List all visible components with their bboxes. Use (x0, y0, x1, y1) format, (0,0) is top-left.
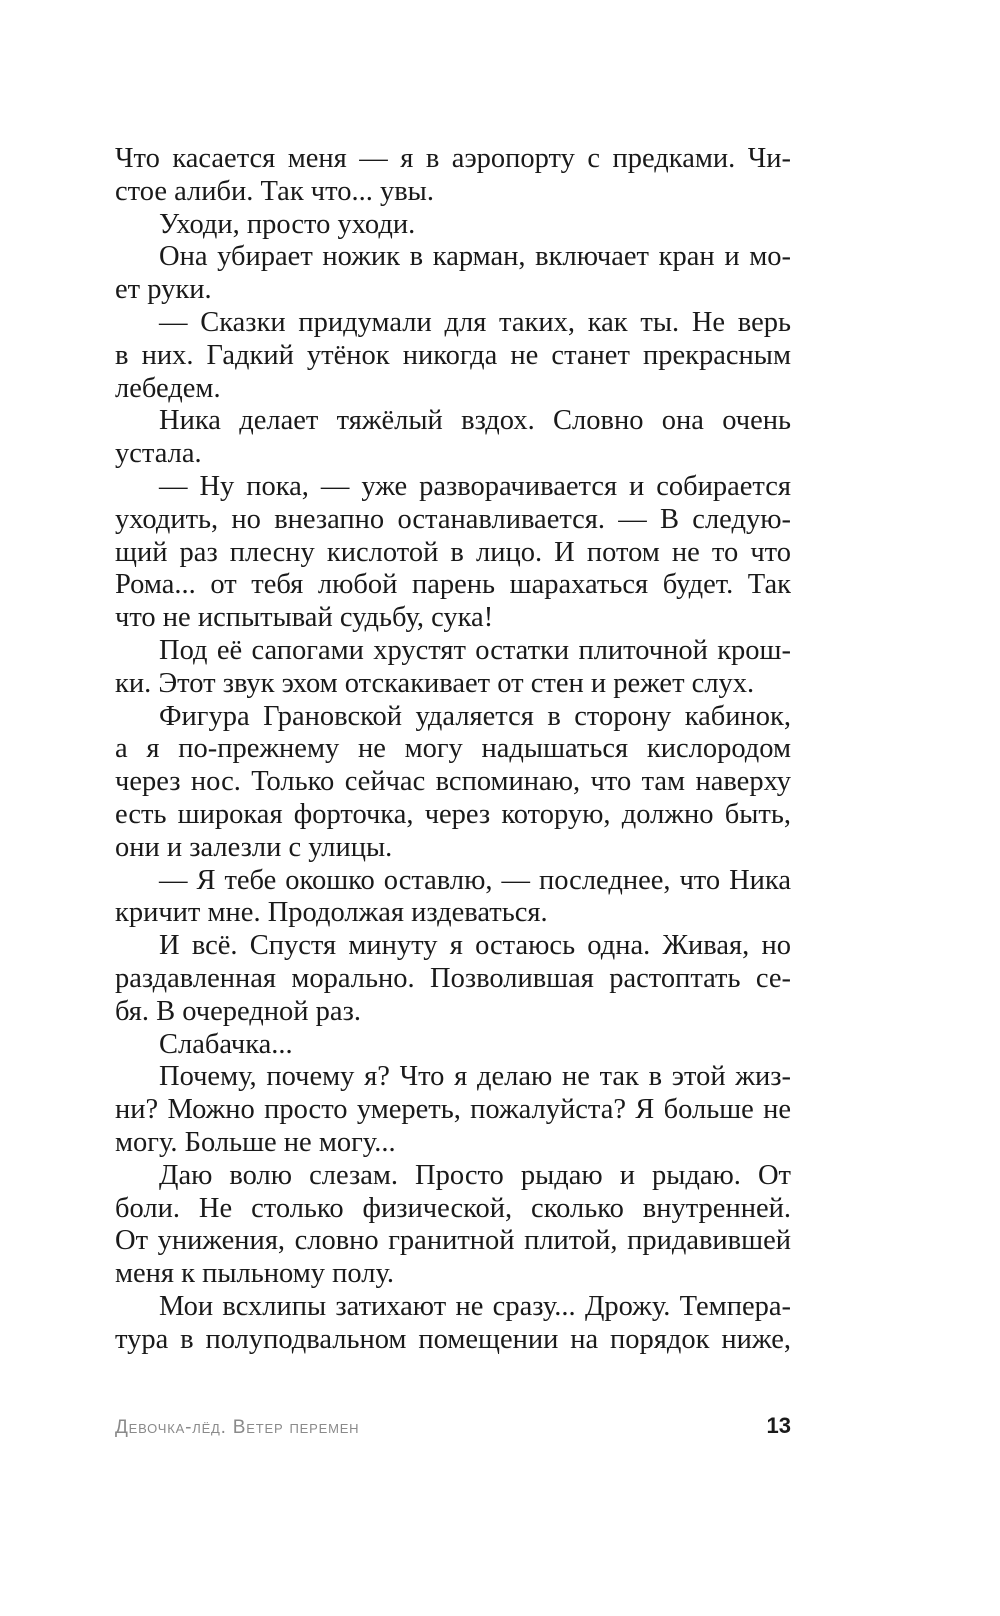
running-title: Девочка-лёд. Ветер перемен (115, 1417, 360, 1438)
text-line: устала. (115, 438, 202, 470)
text-line: лебедем. (115, 372, 221, 404)
text-line: через нос. Только сейчас вспоминаю, что там наверху (115, 766, 791, 798)
text-line: ни? Можно просто умереть, пожалуйста? Я больше не (115, 1094, 791, 1126)
text-line: бя. В очередной раз. (115, 995, 361, 1027)
text-line: раздавленная морально. Позволившая растоптать се- (115, 962, 791, 994)
text-line: они и залезли с улицы. (115, 831, 393, 863)
text-line: тура в полуподвальном помещении на порядок ниже, (115, 1323, 791, 1355)
text-line: — Ну пока, — уже разворачивается и собирается (159, 470, 791, 502)
text-line: Рома... от тебя любой парень шарахаться будет. Так (115, 569, 791, 601)
text-line: Под её сапогами хрустят остатки плиточной крош- (159, 634, 791, 666)
text-line: Ника делает тяжёлый вздох. Словно она очень (159, 405, 791, 437)
text-line: Она убирает ножик в карман, включает кран и мо- (159, 241, 791, 273)
page-number: 13 (766, 1413, 791, 1438)
text-line: От унижения, словно гранитной плитой, придавившей (115, 1225, 791, 1257)
text-line: ет руки. (115, 274, 212, 306)
text-line: а я по-прежнему не могу надышаться кислородом (115, 733, 791, 765)
text-line: Почему, почему я? Что я делаю не так в этой жиз- (159, 1061, 791, 1093)
text-line: есть широкая форточка, через которую, должно быть, (115, 798, 791, 830)
text-line: — Сказки придумали для таких, как ты. Не верь (159, 306, 791, 338)
text-line: И всё. Спустя минуту я остаюсь одна. Живая, но (159, 930, 791, 962)
text-line: Что касается меня — я в аэропорту с предками. Чи- (115, 143, 791, 174)
text-line: меня к пыльному полу. (115, 1258, 395, 1290)
text-line: Слабачка... (159, 1028, 293, 1060)
text-line: — Я тебе окошко оставлю, — последнее, что Ника (159, 864, 791, 896)
text-line: ки. Этот звук эхом отскакивает от стен и режет слух. (115, 667, 755, 699)
body-text (115, 143, 791, 1356)
text-line: в них. Гадкий утёнок никогда не станет прекрасным (115, 339, 791, 371)
text-line: стое алиби. Так что... увы. (115, 175, 434, 207)
page-footer (115, 1413, 791, 1447)
text-line: боли. Не столько физической, сколько внутренней. (115, 1192, 791, 1224)
text-line: Фигура Грановской удаляется в сторону кабинок, (159, 700, 791, 732)
text-line: Даю волю слезам. Просто рыдаю и рыдаю. От (159, 1159, 791, 1191)
text-line: щий раз плесну кислотой в лицо. И потом не то что (115, 536, 791, 568)
text-line: кричит мне. Продолжая издеваться. (115, 897, 548, 929)
text-line: уходить, но внезапно останавливается. — В следую- (115, 503, 791, 535)
text-line: Мои всхлипы затихают не сразу... Дрожу. Темпера- (159, 1290, 791, 1322)
text-line: могу. Больше не могу... (115, 1126, 396, 1158)
text-line: Уходи, просто уходи. (159, 208, 416, 240)
text-line: что не испытывай судьбу, сука! (115, 602, 494, 634)
